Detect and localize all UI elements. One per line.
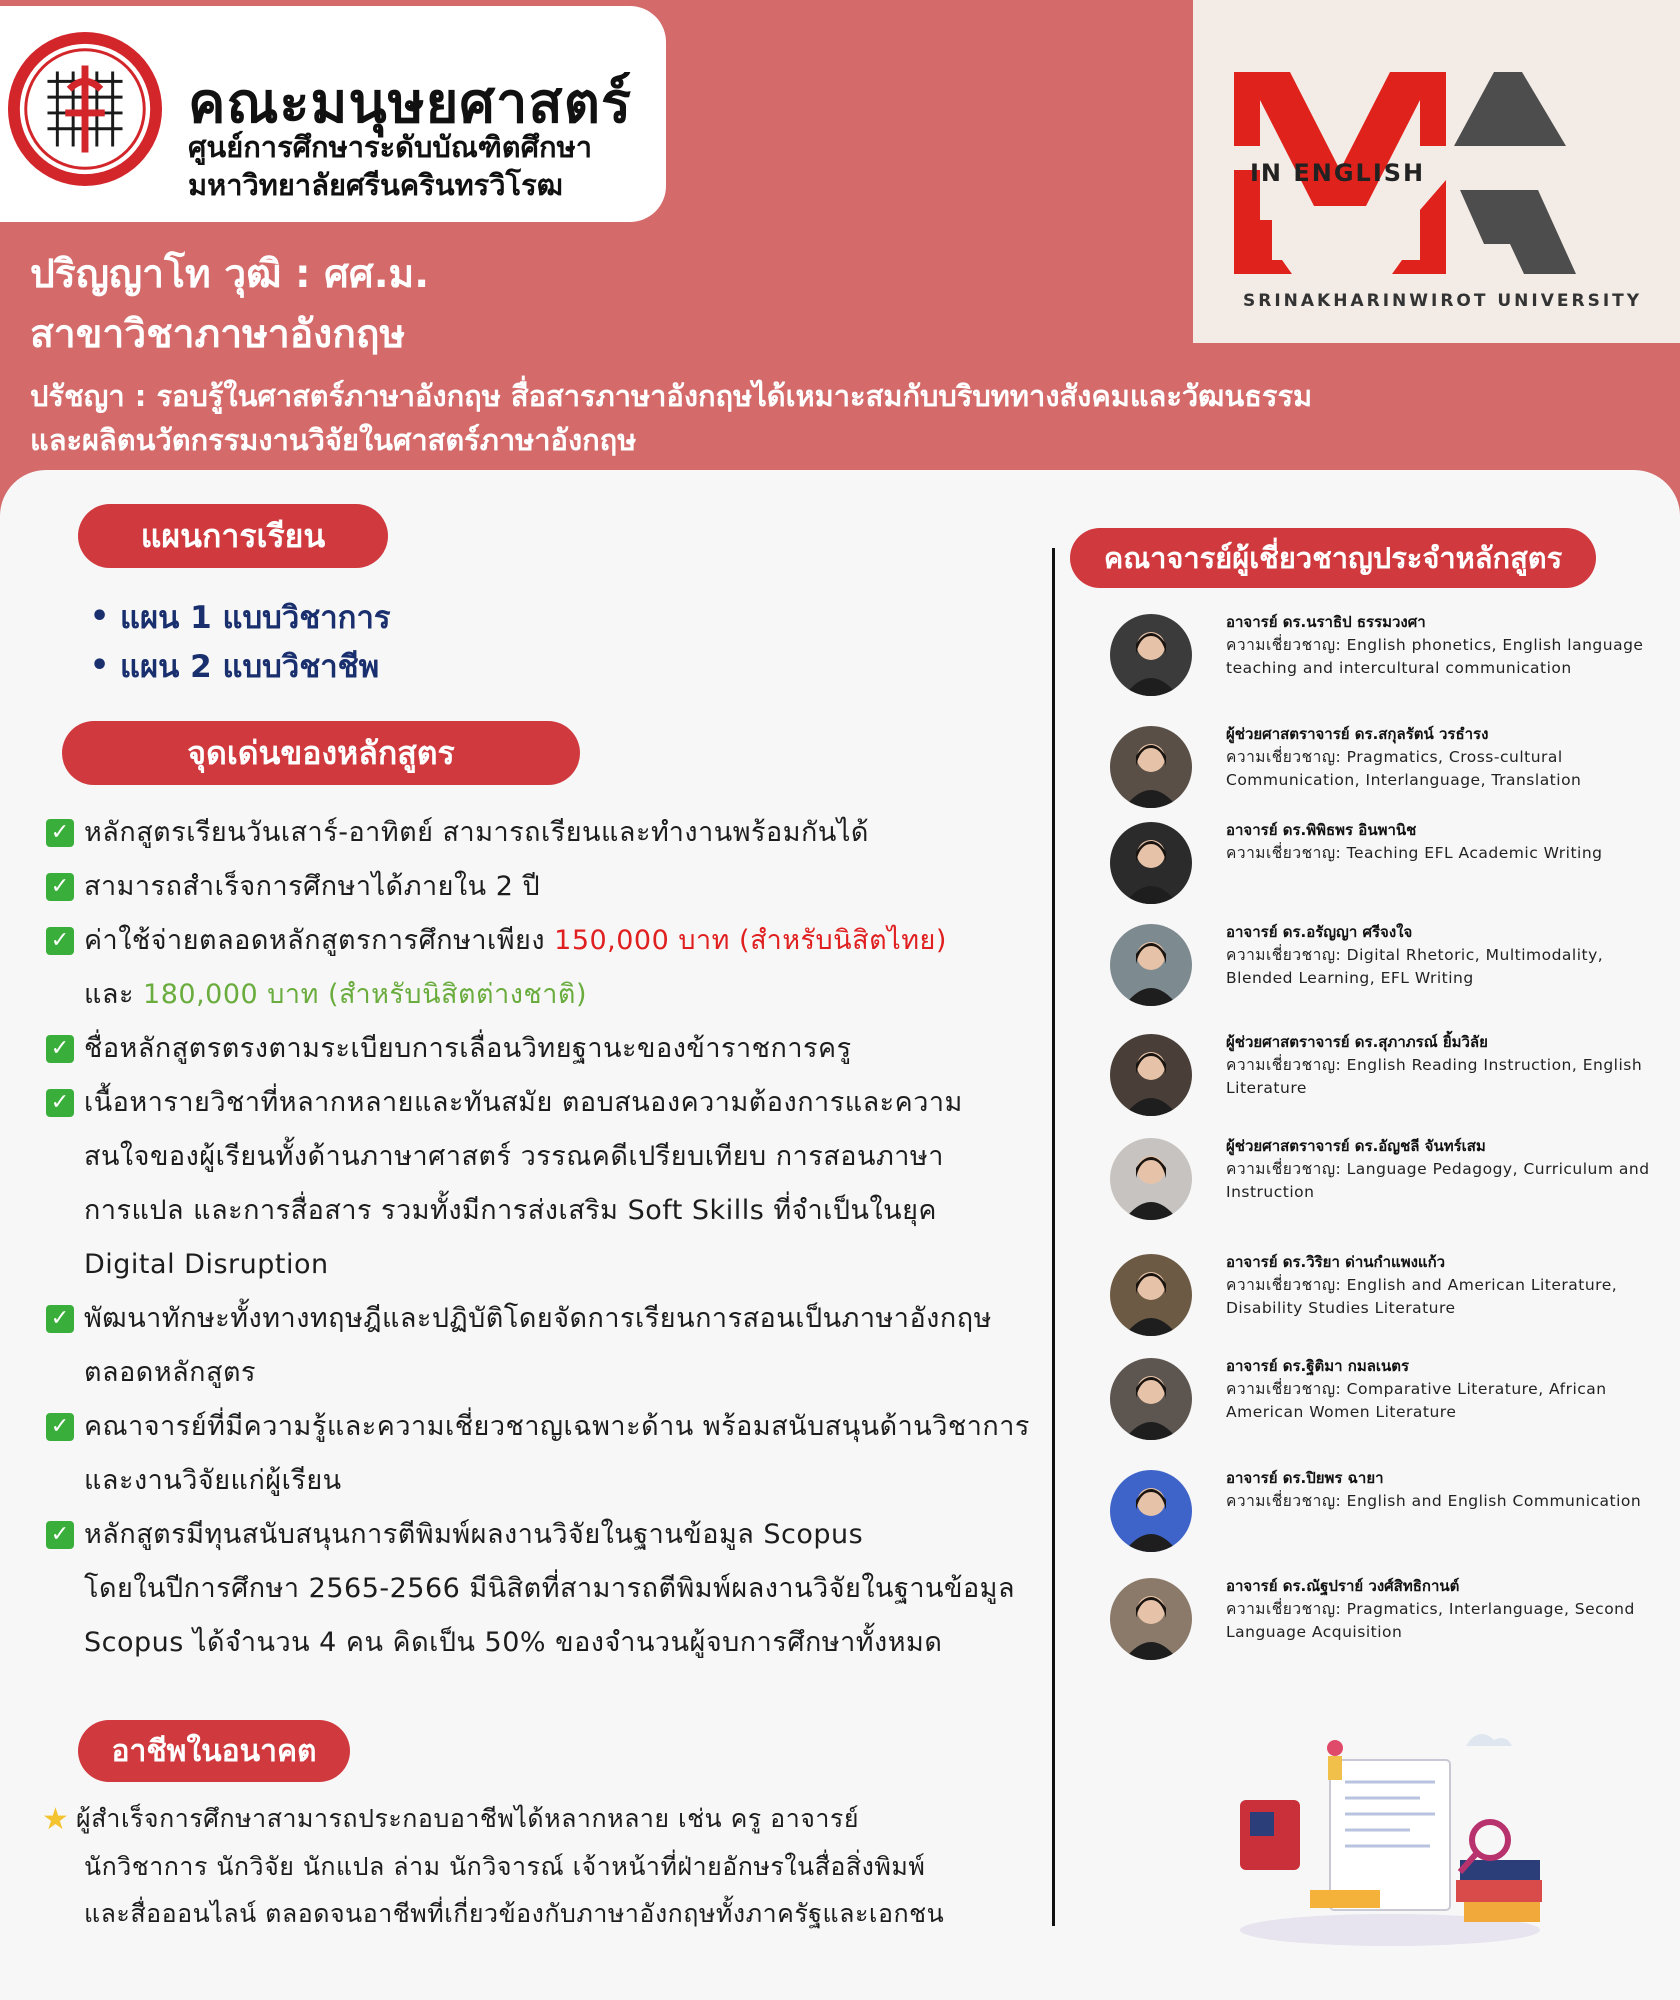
plans-list bbox=[90, 592, 391, 690]
fee-prefix: ค่าใช้จ่ายตลอดหลักสูตรการศึกษาเพียง bbox=[84, 925, 555, 956]
faculty-name: คณะมนุษยศาสตร์ bbox=[188, 71, 633, 136]
career-line-2: นักวิชาการ นักวิจัย นักแปล ล่าม นักวิจารณ์ เจ้าหน้าที่ฝ่ายอักษรในสื่อสิ่งพิมพ์ bbox=[84, 1852, 926, 1881]
career-line-3: และสื่อออนไลน์ ตลอดจนอาชีพที่เกี่ยวข้องกับภาษาอังกฤษทั้งภาครัฐและเอกชน bbox=[84, 1899, 945, 1928]
checkmark-icon: ✓ bbox=[46, 1089, 74, 1117]
faculty-expertise: ความเชี่ยวชาญ: English and English Communication bbox=[1226, 1492, 1642, 1510]
highlight-line: และงานวิจัยแก่ผู้เรียน bbox=[84, 1465, 342, 1496]
center-name bbox=[188, 128, 592, 204]
highlight-line: โดยในปีการศึกษา 2565-2566 มีนิสิตที่สามารถตีพิมพ์ผลงานวิจัยในฐานข้อมูล bbox=[84, 1573, 1016, 1604]
checkmark-icon: ✓ bbox=[46, 1035, 74, 1063]
highlight-item bbox=[46, 914, 1036, 1022]
faculty-expertise: ความเชี่ยวชาญ: English Reading Instruction, English Literature bbox=[1226, 1056, 1643, 1097]
faculty-heading: คณาจารย์ผู้เชี่ยวชาญประจำหลักสูตร bbox=[1070, 528, 1596, 588]
highlight-line: Scopus ได้จำนวน 4 คน คิดเป็น 50% ของจำนวนผู้จบการศึกษาทั้งหมด bbox=[84, 1627, 943, 1658]
degree-line-1: ปริญญาโท วุฒิ : ศศ.ม. bbox=[30, 252, 430, 297]
highlight-line: สนใจของผู้เรียนทั้งด้านภาษาศาสตร์ วรรณคดีเปรียบเทียบ การสอนภาษา bbox=[84, 1141, 944, 1172]
faculty-name: ผู้ช่วยศาสตราจารย์ ดร.สกุลรัตน์ วรธำรง bbox=[1226, 725, 1489, 743]
checkmark-icon: ✓ bbox=[46, 873, 74, 901]
highlight-item bbox=[46, 860, 1036, 914]
philosophy-line-2: และผลิตนวัตกรรมงานวิจัยในศาสตร์ภาษาอังกฤษ bbox=[30, 423, 637, 457]
highlight-line: หลักสูตรมีทุนสนับสนุนการตีพิมพ์ผลงานวิจัยในฐานข้อมูล Scopus bbox=[84, 1519, 864, 1550]
highlight-item bbox=[46, 1022, 1036, 1076]
faculty-photo bbox=[1110, 1034, 1192, 1116]
faculty-expertise: ความเชี่ยวชาญ: Pragmatics, Cross-cultural Communication, Interlanguage, Translation bbox=[1226, 748, 1582, 789]
faculty-name: ผู้ช่วยศาสตราจารย์ ดร.อัญชลี จันทร์เสม bbox=[1226, 1137, 1486, 1155]
center-line-2: มหาวิทยาลัยศรีนครินทรวิโรฒ bbox=[188, 168, 563, 202]
highlight-item bbox=[46, 1400, 1036, 1508]
highlight-text bbox=[84, 806, 1036, 860]
highlights-list bbox=[46, 806, 1036, 1670]
highlight-text bbox=[84, 860, 1036, 914]
plan-item-2: • แผน 2 แบบวิชาชีพ bbox=[90, 648, 380, 685]
degree-title bbox=[30, 245, 429, 365]
faculty-expertise: ความเชี่ยวชาญ: Language Pedagogy, Curriculum and Instruction bbox=[1226, 1160, 1650, 1201]
highlight-text bbox=[84, 1400, 1036, 1508]
highlight-line: เนื้อหารายวิชาที่หลากหลายและทันสมัย ตอบสนองความต้องการและความ bbox=[84, 1087, 963, 1118]
highlight-text bbox=[84, 1022, 1036, 1076]
plan-item-1: • แผน 1 แบบวิชาการ bbox=[90, 599, 391, 636]
faculty-photo bbox=[1110, 822, 1192, 904]
faculty-photo bbox=[1110, 614, 1192, 696]
ma-subtitle: IN ENGLISH bbox=[1250, 159, 1426, 187]
philosophy-line-1: ปรัชญา : รอบรู้ในศาสตร์ภาษาอังกฤษ สื่อสารภาษาอังกฤษได้เหมาะสมกับบริบททางสังคมและวัฒนธรรม bbox=[30, 379, 1313, 413]
highlight-line: คณาจารย์ที่มีความรู้และความเชี่ยวชาญเฉพาะด้าน พร้อมสนับสนุนด้านวิชาการ bbox=[84, 1411, 1030, 1442]
faculty-photo bbox=[1110, 1358, 1192, 1440]
star-icon: ★ bbox=[42, 1802, 70, 1837]
highlight-line: หลักสูตรเรียนวันเสาร์-อาทิตย์ สามารถเรียนและทำงานพร้อมกันได้ bbox=[84, 817, 869, 848]
faculty-photo bbox=[1110, 1138, 1192, 1220]
checkmark-icon: ✓ bbox=[46, 1521, 74, 1549]
intl-fee: 180,000 บาท (สำหรับนิสิตต่างชาติ) bbox=[143, 979, 587, 1010]
faculty-name: อาจารย์ ดร.นราธิป ธรรมวงศา bbox=[1226, 613, 1426, 631]
highlight-line: สามารถสำเร็จการศึกษาได้ภายใน 2 ปี bbox=[84, 871, 541, 902]
university-seal-icon bbox=[6, 30, 164, 188]
career-line-1: ★ ผู้สำเร็จการศึกษาสามารถประกอบอาชีพได้หลากหลาย เช่น ครู อาจารย์ bbox=[42, 1795, 1022, 1843]
highlight-line: Digital Disruption bbox=[84, 1249, 329, 1280]
tuition-fee-text bbox=[84, 914, 1036, 1022]
philosophy bbox=[30, 374, 1312, 462]
highlight-text bbox=[84, 1292, 1036, 1400]
faculty-photo bbox=[1110, 1470, 1192, 1552]
faculty-expertise: ความเชี่ยวชาญ: Comparative Literature, African American Women Literature bbox=[1226, 1380, 1607, 1421]
highlight-line: พัฒนาทักษะทั้งทางทฤษฎีและปฏิบัติโดยจัดการเรียนการสอนเป็นภาษาอังกฤษ bbox=[84, 1303, 992, 1334]
bullet-icon: • bbox=[90, 648, 110, 683]
highlight-text bbox=[84, 1508, 1036, 1670]
books-illustration bbox=[1220, 1720, 1560, 1950]
highlight-item bbox=[46, 1076, 1036, 1292]
highlight-item bbox=[46, 1508, 1036, 1670]
highlight-line: ชื่อหลักสูตรตรงตามระเบียบการเลื่อนวิทยฐานะของข้าราชการครู bbox=[84, 1033, 852, 1064]
highlights-heading: จุดเด่นของหลักสูตร bbox=[62, 721, 580, 785]
center-line-1: ศูนย์การศึกษาระดับบัณฑิตศึกษา bbox=[188, 130, 592, 164]
highlight-text bbox=[84, 1076, 1036, 1292]
checkmark-icon: ✓ bbox=[46, 1305, 74, 1333]
faculty-photo bbox=[1110, 1254, 1192, 1336]
faculty-name: อาจารย์ ดร.พิพิธพร อินพานิช bbox=[1226, 821, 1417, 839]
faculty-photo bbox=[1110, 726, 1192, 808]
faculty-expertise: ความเชี่ยวชาญ: Digital Rhetoric, Multimodality, Blended Learning, EFL Writing bbox=[1226, 946, 1604, 987]
career-heading: อาชีพในอนาคต bbox=[78, 1720, 350, 1782]
faculty-expertise: ความเชี่ยวชาญ: Pragmatics, Interlanguage, Second Language Acquisition bbox=[1226, 1600, 1635, 1641]
highlight-line: การแปล และการสื่อสาร รวมทั้งมีการส่งเสริม Soft Skills ที่จำเป็นในยุค bbox=[84, 1195, 937, 1226]
highlight-line: ตลอดหลักสูตร bbox=[84, 1357, 257, 1388]
degree-line-2: สาขาวิชาภาษาอังกฤษ bbox=[30, 312, 406, 357]
faculty-expertise: ความเชี่ยวชาญ: English and American Literature, Disability Studies Literature bbox=[1226, 1276, 1618, 1317]
faculty-name: ผู้ช่วยศาสตราจารย์ ดร.สุภาภรณ์ ยิ้มวิลัย bbox=[1226, 1033, 1488, 1051]
thai-fee: 150,000 บาท (สำหรับนิสิตไทย) bbox=[554, 925, 947, 956]
column-divider bbox=[1052, 548, 1055, 1926]
career-text bbox=[42, 1795, 1022, 1937]
faculty-photo bbox=[1110, 924, 1192, 1006]
faculty-name: อาจารย์ ดร.ฐิติมา กมลเนตร bbox=[1226, 1357, 1410, 1375]
bullet-icon: • bbox=[90, 599, 110, 634]
checkmark-icon: ✓ bbox=[46, 819, 74, 847]
checkmark-icon: ✓ bbox=[46, 1413, 74, 1441]
faculty-name: อาจารย์ ดร.อรัญญา ศรีจงใจ bbox=[1226, 923, 1413, 941]
faculty-name: อาจารย์ ดร.วิริยา ด่านกำแพงแก้ว bbox=[1226, 1253, 1446, 1271]
fee-and: และ bbox=[84, 979, 144, 1010]
faculty-expertise: ความเชี่ยวชาญ: Teaching EFL Academic Writing bbox=[1226, 844, 1603, 862]
faculty-expertise: ความเชี่ยวชาญ: English phonetics, English language teaching and intercultural communication bbox=[1226, 636, 1644, 677]
faculty-name: อาจารย์ ดร.ณัฐปราย์ วงศ์สิทธิกานต์ bbox=[1226, 1577, 1460, 1595]
highlight-item bbox=[46, 806, 1036, 860]
faculty-photo bbox=[1110, 1578, 1192, 1660]
plans-heading: แผนการเรียน bbox=[78, 504, 388, 568]
ma-university-name: SRINAKHARINWIROT UNIVERSITY bbox=[1243, 291, 1643, 311]
highlight-item bbox=[46, 1292, 1036, 1400]
faculty-name: อาจารย์ ดร.ปิยพร ฉายา bbox=[1226, 1469, 1384, 1487]
checkmark-icon: ✓ bbox=[46, 927, 74, 955]
